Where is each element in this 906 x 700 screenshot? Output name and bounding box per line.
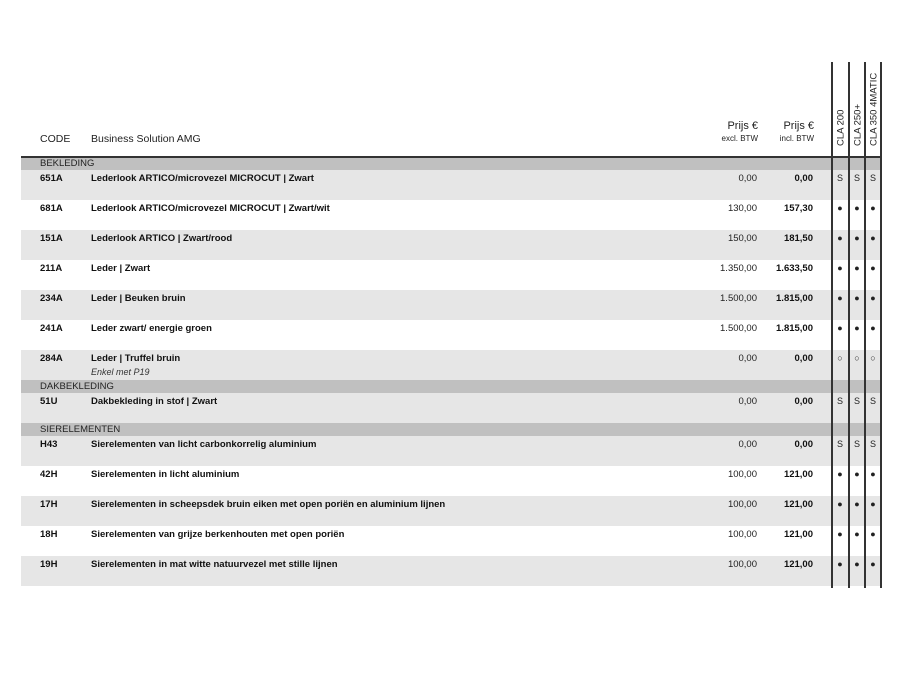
optional-dot-icon: ● [854, 559, 860, 569]
column-divider [848, 62, 850, 588]
price-excl: 1.500,00 [720, 323, 757, 334]
section-header: SIERELEMENTEN [21, 423, 882, 436]
optional-dot-icon: ● [837, 323, 843, 333]
optional-dot-icon: ● [854, 233, 860, 243]
option-code: H43 [40, 439, 58, 450]
option-description: Leder | Truffel bruin [91, 353, 181, 364]
price-incl: 0,00 [794, 396, 813, 407]
optional-dot-icon: ● [837, 499, 843, 509]
price-incl: 121,00 [783, 529, 813, 540]
optional-dot-icon: ● [854, 203, 860, 213]
optional-dot-icon: ● [837, 559, 843, 569]
conditional-circle-icon: ○ [837, 353, 843, 363]
option-description: Sierelementen van grijze berkenhouten met open poriën [91, 529, 345, 540]
optional-dot-icon: ● [837, 529, 843, 539]
price-excl: 100,00 [727, 529, 757, 540]
model-header-1 [833, 62, 849, 146]
conditional-circle-icon: ○ [870, 353, 876, 363]
option-description: Leder zwart/ energie groen [91, 323, 212, 334]
optional-dot-icon: ● [837, 203, 843, 213]
table-row [21, 466, 882, 496]
price-excl-sublabel: excl. BTW [721, 134, 758, 143]
standard-marker: S [836, 439, 843, 449]
price-incl: 121,00 [783, 499, 813, 510]
table-row [21, 526, 882, 556]
optional-dot-icon: ● [870, 469, 876, 479]
header-price-incl [744, 119, 814, 144]
price-incl: 0,00 [794, 439, 813, 450]
standard-marker: S [853, 396, 860, 406]
price-incl: 157,30 [783, 203, 813, 214]
price-excl: 0,00 [738, 396, 757, 407]
option-description: Sierelementen van licht carbonkorrelig aluminium [91, 439, 317, 450]
price-incl-sublabel: incl. BTW [779, 134, 814, 143]
model-label: CLA 350 4MATIC [868, 72, 880, 146]
option-description: Sierelementen in scheepsdek bruin eiken met open poriën en aluminium lijnen [91, 499, 446, 510]
optional-dot-icon: ● [870, 559, 876, 569]
optional-dot-icon: ● [837, 233, 843, 243]
price-incl: 121,00 [783, 469, 813, 480]
price-excl: 1.500,00 [720, 293, 757, 304]
optional-dot-icon: ● [837, 293, 843, 303]
section-header: BEKLEDING [21, 157, 882, 170]
option-code: 681A [40, 203, 63, 214]
standard-marker: S [869, 396, 876, 406]
option-description: Leder | Beuken bruin [91, 293, 186, 304]
table-row [21, 496, 882, 526]
option-code: 284A [40, 353, 63, 364]
option-code: 211A [40, 263, 63, 274]
price-incl: 181,50 [783, 233, 813, 244]
option-code: 234A [40, 293, 63, 304]
table-row [21, 200, 882, 230]
price-excl: 100,00 [727, 499, 757, 510]
option-code: 19H [40, 559, 58, 570]
option-description: Lederlook ARTICO | Zwart/rood [91, 233, 233, 244]
table-row [21, 170, 882, 200]
standard-marker: S [853, 173, 860, 183]
option-note: Enkel met P19 [91, 367, 150, 377]
table-row [21, 260, 882, 290]
price-excl: 130,00 [727, 203, 757, 214]
optional-dot-icon: ● [870, 529, 876, 539]
column-divider [831, 62, 833, 588]
optional-dot-icon: ● [870, 293, 876, 303]
option-code: 151A [40, 233, 63, 244]
option-code: 51U [40, 396, 58, 407]
option-description: Leder | Zwart [91, 263, 151, 274]
option-code: 18H [40, 529, 58, 540]
optional-dot-icon: ● [854, 469, 860, 479]
standard-marker: S [869, 173, 876, 183]
price-excl-label: Prijs € [727, 120, 758, 132]
price-incl-label: Prijs € [783, 120, 814, 132]
table-row [21, 230, 882, 260]
optional-dot-icon: ● [837, 263, 843, 273]
optional-dot-icon: ● [854, 263, 860, 273]
table-row [21, 290, 882, 320]
header-divider [21, 156, 882, 158]
option-description: Sierelementen in licht aluminium [91, 469, 240, 480]
optional-dot-icon: ● [870, 499, 876, 509]
option-description: Sierelementen in mat witte natuurvezel met stille lijnen [91, 559, 338, 570]
optional-dot-icon: ● [870, 233, 876, 243]
price-excl: 0,00 [738, 353, 757, 364]
price-excl: 150,00 [727, 233, 757, 244]
standard-marker: S [836, 173, 843, 183]
price-incl: 121,00 [783, 559, 813, 570]
price-excl: 100,00 [727, 559, 757, 570]
optional-dot-icon: ● [854, 499, 860, 509]
conditional-circle-icon: ○ [854, 353, 860, 363]
options-table [21, 157, 882, 586]
table-row [21, 436, 882, 466]
optional-dot-icon: ● [854, 529, 860, 539]
option-description: Dakbekleding in stof | Zwart [91, 396, 218, 407]
optional-dot-icon: ● [854, 323, 860, 333]
price-excl: 1.350,00 [720, 263, 757, 274]
standard-marker: S [853, 439, 860, 449]
price-incl: 0,00 [794, 173, 813, 184]
column-divider [880, 62, 882, 588]
table-row [21, 320, 882, 350]
option-code: 241A [40, 323, 63, 334]
optional-dot-icon: ● [870, 203, 876, 213]
header-title: Business Solution AMG [91, 133, 201, 145]
price-incl: 1.633,50 [776, 263, 813, 274]
price-excl: 0,00 [738, 439, 757, 450]
price-incl: 1.815,00 [776, 293, 813, 304]
model-label: CLA 250+ [852, 104, 864, 146]
optional-dot-icon: ● [870, 323, 876, 333]
option-code: 42H [40, 469, 58, 480]
standard-marker: S [869, 439, 876, 449]
table-row [21, 350, 882, 380]
option-description: Lederlook ARTICO/microvezel MICROCUT | Zwart [91, 173, 314, 184]
price-incl: 1.815,00 [776, 323, 813, 334]
optional-dot-icon: ● [837, 469, 843, 479]
column-divider [864, 62, 866, 588]
table-row [21, 393, 882, 423]
option-description: Lederlook ARTICO/microvezel MICROCUT | Zwart/wit [91, 203, 330, 214]
standard-marker: S [836, 396, 843, 406]
table-row [21, 556, 882, 586]
section-header: DAKBEKLEDING [21, 380, 882, 393]
optional-dot-icon: ● [870, 263, 876, 273]
price-incl: 0,00 [794, 353, 813, 364]
option-code: 17H [40, 499, 58, 510]
price-excl: 100,00 [727, 469, 757, 480]
header-code: CODE [40, 133, 71, 145]
model-label: CLA 200 [835, 109, 847, 146]
optional-dot-icon: ● [854, 293, 860, 303]
price-excl: 0,00 [738, 173, 757, 184]
option-code: 651A [40, 173, 63, 184]
